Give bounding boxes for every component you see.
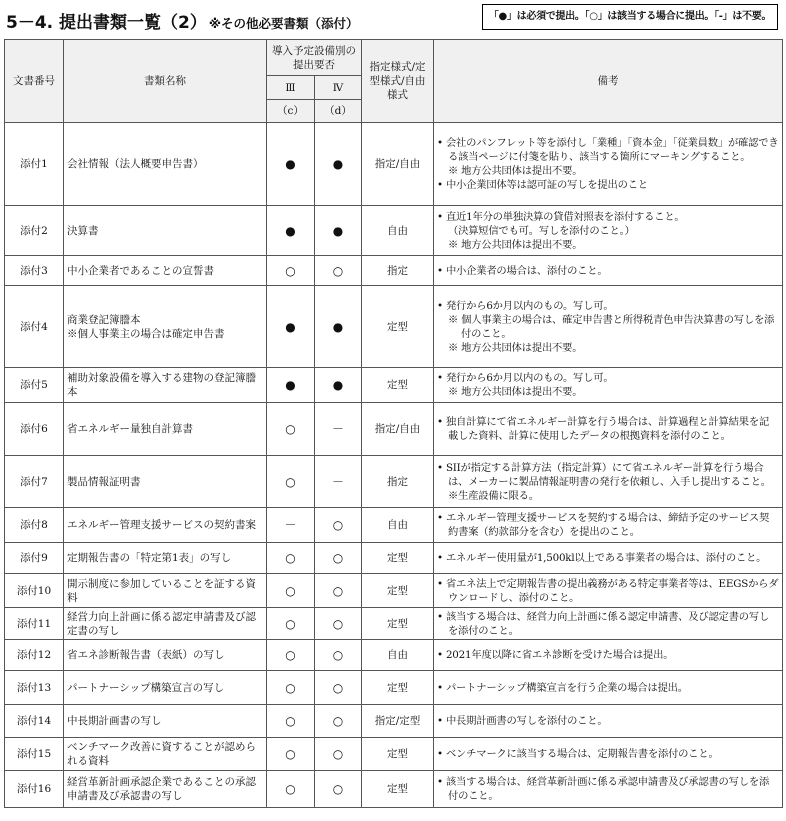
notes-cell [434,771,783,808]
doc-name: エネルギー管理支援サービスの契約書案 [64,508,267,543]
requirement-iv: － [315,403,362,456]
notes-cell [434,574,783,608]
doc-name: 定期報告書の「特定第1表」の写し [64,543,267,574]
notes-cell [434,286,783,368]
notes-cell [434,508,783,543]
doc-name: 製品情報証明書 [64,456,267,508]
notes-cell [434,640,783,671]
format-type: 定型 [362,771,434,808]
requirement-iv: ○ [315,640,362,671]
requirement-iv: ● [315,206,362,256]
requirement-iii: ● [267,123,315,206]
requirement-iv: ○ [315,543,362,574]
doc-number: 添付6 [5,403,64,456]
table-row [5,456,783,508]
requirement-iv: ○ [315,771,362,808]
requirement-iv: ○ [315,574,362,608]
requirement-iv: ○ [315,256,362,286]
format-type: 定型 [362,574,434,608]
note-line: （決算短信でも可。写しを添付のこと。） [448,224,635,237]
requirement-iii: ○ [267,671,315,705]
notes-cell [434,206,783,256]
format-type: 定型 [362,368,434,403]
header-requirement-group: 導入予定設備別の提出要否 [267,40,362,76]
requirement-iii: － [267,508,315,543]
doc-number: 添付14 [5,705,64,738]
table-row [5,771,783,808]
note-line: • ベンチマークに該当する場合は、定期報告書を添付のこと。 [437,748,719,760]
table-row [5,403,783,456]
doc-name: 中長期計画書の写し [64,705,267,738]
table-row [5,705,783,738]
table-row [5,543,783,574]
note-line: • 発行から6か月以内のもの。写し可。 [437,372,614,384]
table-row [5,608,783,640]
header-col-iv-sub: （d） [315,100,362,123]
table-row [5,123,783,206]
requirement-iv: ○ [315,508,362,543]
format-type: 指定 [362,456,434,508]
requirement-iii: ○ [267,738,315,771]
requirement-iv: ● [315,368,362,403]
notes-cell [434,705,783,738]
format-type: 自由 [362,508,434,543]
note-line: • 独自計算にて省エネルギー計算を行う場合は、計算過程と計算結果を記載した資料、計算に使用したデータの根拠資料を添付のこと。 [437,416,770,442]
doc-name: パートナーシップ構築宣言の写し [64,671,267,705]
notes-cell [434,671,783,705]
table-row [5,368,783,403]
note-line: ※ 地方公共団体は提出不要。 [448,238,583,251]
notes-cell [434,738,783,771]
table-row [5,738,783,771]
note-line: • 中小企業者の場合は、添付のこと。 [437,264,608,277]
header-format: 指定様式/定型様式/自由様式 [362,40,434,123]
format-type: 定型 [362,286,434,368]
doc-number: 添付16 [5,771,64,808]
note-line: • 直近1年分の単独決算の貸借対照表を添付すること。 [437,210,685,223]
doc-number: 添付5 [5,368,64,403]
table-row [5,206,783,256]
header-col-iii-sub: （c） [267,100,315,123]
doc-number: 添付9 [5,543,64,574]
requirement-iv: － [315,456,362,508]
table-row [5,256,783,286]
doc-number: 添付4 [5,286,64,368]
format-type: 定型 [362,671,434,705]
documents-table [4,39,783,808]
doc-name: 省エネ診断報告書（表紙）の写し [64,640,267,671]
doc-number: 添付1 [5,123,64,206]
note-line: • 発行から6か月以内のもの。写し可。 [437,299,614,312]
requirement-iii: ○ [267,640,315,671]
requirement-iv: ○ [315,608,362,640]
table-row [5,286,783,368]
note-line: • 中小企業団体等は認可証の写しを提出のこと [437,179,648,191]
notes-cell [434,543,783,574]
doc-number: 添付10 [5,574,64,608]
requirement-iv: ○ [315,738,362,771]
requirement-iii: ○ [267,608,315,640]
header-doc-name: 書類名称 [64,40,267,123]
legend-box: 「●」は必須で提出。「○」は該当する場合に提出。「-」は不要。 [482,4,778,30]
doc-number: 添付8 [5,508,64,543]
format-type: 定型 [362,543,434,574]
notes-cell [434,123,783,206]
doc-name: 補助対象設備を導入する建物の登記簿謄本 [64,368,267,403]
page-subtitle: ※その他必要書類（添付） [208,16,359,31]
format-type: 自由 [362,640,434,671]
doc-name: 省エネルギー量独自計算書 [64,403,267,456]
requirement-iii: ○ [267,705,315,738]
notes-cell [434,368,783,403]
doc-name: 経営革新計画承認企業であることの承認申請書及び承認書の写し [64,771,267,808]
note-line: • 会社のパンフレット等を添付し「業種」「資本金」「従業員数」が確認できる該当ページに付箋を貼り、該当する箇所にマーキングすること。 [437,137,779,163]
doc-number: 添付12 [5,640,64,671]
format-type: 定型 [362,738,434,771]
note-line: ※ 地方公共団体は提出不要。 [448,386,583,398]
page-title: 5－4. 提出書類一覧（2） ※その他必要書類（添付） [6,13,359,33]
requirement-iii: ● [267,368,315,403]
note-line: • 該当する場合は、経営革新計画に係る承認申請書及び承認書の写しを添付のこと。 [437,776,770,802]
doc-name: 開示制度に参加していることを証する資料 [64,574,267,608]
doc-name: 商業登記簿謄本 ※個人事業主の場合は確定申告書 [64,286,267,368]
table-row [5,671,783,705]
doc-number: 添付15 [5,738,64,771]
note-line: ※ 地方公共団体は提出不要。 [448,341,583,354]
format-type: 自由 [362,206,434,256]
table-row [5,574,783,608]
header-col-iv: Ⅳ [315,76,362,100]
header-doc-no: 文書番号 [5,40,64,123]
doc-number: 添付13 [5,671,64,705]
note-line: • エネルギー使用量が1,500kl以上である事業者の場合は、添付のこと。 [437,552,767,564]
header-col-iii: Ⅲ [267,76,315,100]
table-row [5,640,783,671]
requirement-iii: ○ [267,543,315,574]
note-line: ※ 地方公共団体は提出不要。 [448,165,583,177]
doc-name: ベンチマーク改善に資することが認められる資料 [64,738,267,771]
doc-number: 添付11 [5,608,64,640]
notes-cell [434,608,783,640]
note-line: • 中長期計画書の写しを添付のこと。 [437,715,608,727]
note-line: • パートナーシップ構築宣言を行う企業の場合は提出。 [437,681,688,694]
requirement-iii: ○ [267,574,315,608]
requirement-iv: ● [315,286,362,368]
note-line: • 省エネ法上で定期報告書の提出義務がある特定事業者等は、EEGSからダウンロードし、添付のこと。 [437,577,779,604]
requirement-iv: ○ [315,705,362,738]
requirement-iii: ○ [267,771,315,808]
doc-name: 中小企業者であることの宣誓書 [64,256,267,286]
requirement-iv: ○ [315,671,362,705]
format-type: 指定/自由 [362,403,434,456]
requirement-iv: ● [315,123,362,206]
notes-cell [434,403,783,456]
requirement-iii: ● [267,286,315,368]
note-line: • 該当する場合は、経営力向上計画に係る認定申請書、及び認定書の写しを添付のこと。 [437,610,770,637]
note-line: • SIIが指定する計算方法（指定計算）にて省エネルギー計算を行う場合は、メーカーに製品情報証明書の発行を依頼し、入手し提出すること。※生産設備に限る。 [437,461,771,502]
requirement-iii: ○ [267,256,315,286]
notes-cell [434,456,783,508]
doc-name: 決算書 [64,206,267,256]
header-notes: 備考 [434,40,783,123]
note-line: • エネルギー管理支援サービスを契約する場合は、締結予定のサービス契約書案（約款部分を含む）を提出のこと。 [437,512,770,538]
doc-number: 添付2 [5,206,64,256]
notes-cell [434,256,783,286]
doc-number: 添付7 [5,456,64,508]
format-type: 指定/自由 [362,123,434,206]
table-row [5,508,783,543]
note-line: ※ 個人事業主の場合は、確定申告書と所得税青色申告決算書の写しを添付のこと。 [448,313,775,340]
doc-name: 会社情報（法人概要申告書） [64,123,267,206]
doc-number: 添付3 [5,256,64,286]
format-type: 指定 [362,256,434,286]
requirement-iii: ● [267,206,315,256]
requirement-iii: ○ [267,456,315,508]
note-line: • 2021年度以降に省エネ診断を受けた場合は提出。 [437,649,674,661]
format-type: 定型 [362,608,434,640]
requirement-iii: ○ [267,403,315,456]
doc-name: 経営力向上計画に係る認定申請書及び認定書の写し [64,608,267,640]
format-type: 指定/定型 [362,705,434,738]
